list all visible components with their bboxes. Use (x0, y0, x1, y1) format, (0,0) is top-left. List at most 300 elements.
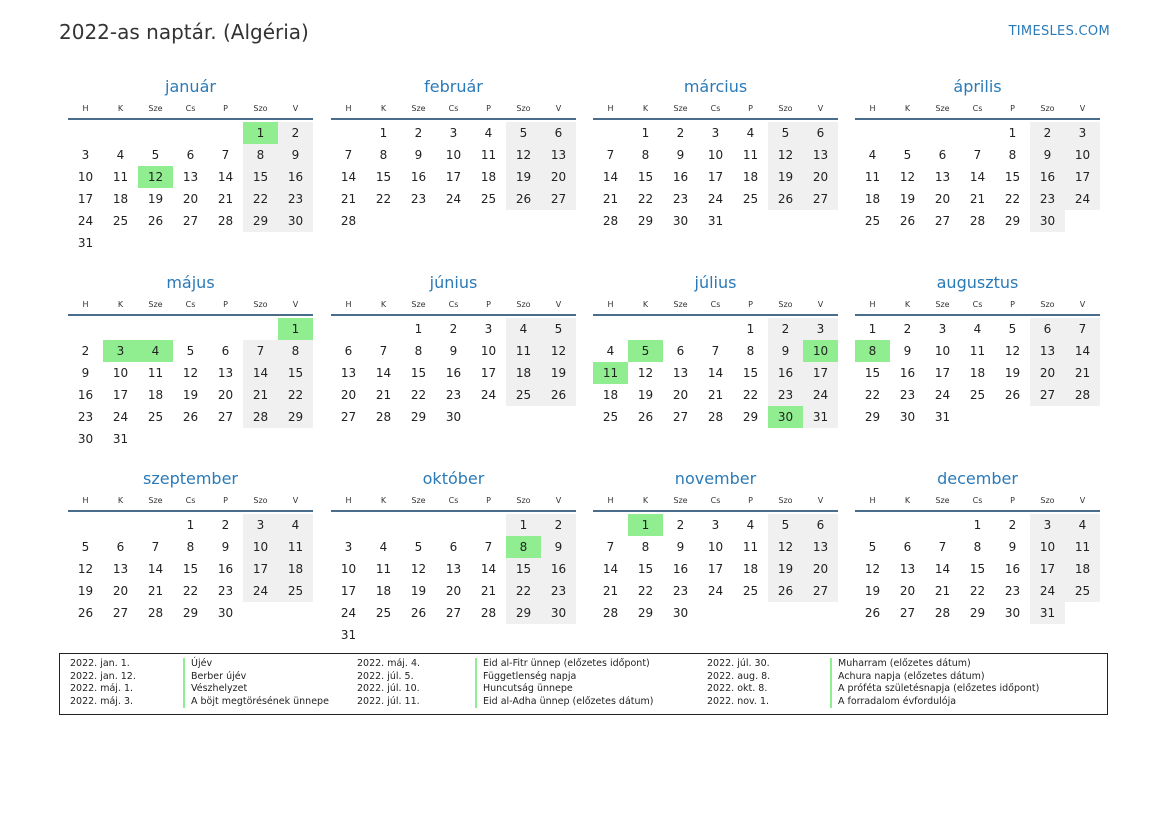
weekday-label: P (748, 103, 753, 113)
day-grid (855, 122, 1100, 232)
day-cell: 4 (116, 148, 125, 162)
day-cell: 24 (480, 388, 497, 402)
month-name: december (937, 469, 1018, 488)
empty-cell (890, 514, 925, 536)
day-cell: 7 (606, 540, 615, 554)
day-cell: 7 (606, 148, 615, 162)
day-cell: 11 (506, 340, 541, 362)
day-cell: 24 (934, 388, 951, 402)
weekday-label: P (486, 299, 491, 309)
legend-date: 2022. jan. 12. (70, 670, 136, 682)
day-cell: 27 (1030, 384, 1065, 406)
weekday-header (68, 98, 313, 120)
day-cell: 19 (637, 388, 654, 402)
day-cell: 28 (602, 214, 619, 228)
legend-date: 2022. júl. 5. (357, 670, 414, 682)
empty-cell (68, 514, 103, 536)
day-cell: 4 (746, 518, 755, 532)
day-cell: 28 (480, 606, 497, 620)
day-cell: 13 (112, 562, 129, 576)
legend-date: 2022. máj. 3. (70, 695, 134, 707)
day-grid (331, 514, 576, 646)
day-cell: 14 (243, 362, 278, 384)
weekday-label: Cs (185, 299, 196, 309)
empty-cell (103, 318, 138, 340)
day-grid (331, 318, 576, 428)
day-cell: 29 (742, 410, 759, 424)
empty-cell (890, 122, 925, 144)
weekday-header (68, 294, 313, 316)
day-cell: 5 (903, 148, 912, 162)
day-cell: 4 (606, 344, 615, 358)
day-cell: 5 (186, 344, 195, 358)
month-block (593, 74, 838, 232)
weekday-label: H (869, 495, 876, 505)
day-cell: 29 (637, 606, 654, 620)
day-cell: 23 (672, 192, 689, 206)
day-cell: 29 (969, 606, 986, 620)
day-cell: 10 (707, 148, 724, 162)
empty-cell (960, 122, 995, 144)
day-cell: 20 (672, 388, 689, 402)
day-cell: 16 (1004, 562, 1021, 576)
day-cell: 10 (445, 148, 462, 162)
day-cell: 1 (641, 126, 650, 140)
empty-cell (366, 318, 401, 340)
legend-date: 2022. máj. 4. (357, 658, 421, 669)
day-cell: 22 (375, 192, 392, 206)
day-cell: 1 (868, 322, 877, 336)
day-cell: 15 (410, 366, 427, 380)
day-cell: 24 (1065, 188, 1100, 210)
day-cell: 7 (484, 540, 493, 554)
day-cell: 14 (375, 366, 392, 380)
day-cell: 16 (410, 170, 427, 184)
day-cell: 6 (903, 540, 912, 554)
day-cell: 26 (1004, 388, 1021, 402)
day-cell: 15 (969, 562, 986, 576)
day-cell: 2 (1008, 518, 1017, 532)
weekday-label: K (642, 103, 649, 113)
day-cell: 17 (480, 366, 497, 380)
weekday-label: Sze (935, 495, 950, 505)
day-cell: 12 (768, 144, 803, 166)
weekday-header (593, 490, 838, 512)
day-cell: 11 (112, 170, 129, 184)
day-cell: 15 (637, 170, 654, 184)
weekday-label: V (817, 299, 824, 309)
weekday-label: P (486, 495, 491, 505)
day-cell: 9 (541, 536, 576, 558)
month-block (855, 270, 1100, 428)
weekday-label: Cs (972, 299, 983, 309)
day-cell: 20 (934, 192, 951, 206)
weekday-label: Szo (516, 103, 531, 113)
day-cell: 1 (379, 126, 388, 140)
weekday-header (331, 98, 576, 120)
weekday-label: V (292, 299, 299, 309)
day-cell: 11 (480, 148, 497, 162)
legend-holiday-name: Berber újév (183, 671, 246, 684)
day-cell: 28 (217, 214, 234, 228)
empty-cell (243, 318, 278, 340)
legend-holiday-name: A forradalom évfordulója (830, 696, 956, 709)
day-cell: 24 (445, 192, 462, 206)
weekday-label: K (117, 495, 124, 505)
day-cell: 8 (186, 540, 195, 554)
day-cell: 12 (506, 144, 541, 166)
day-cell: 26 (899, 214, 916, 228)
day-cell: 17 (707, 562, 724, 576)
day-cell: 19 (768, 166, 803, 188)
day-cell: 19 (899, 192, 916, 206)
day-cell: 20 (541, 166, 576, 188)
day-cell: 17 (340, 584, 357, 598)
day-cell: 30 (445, 410, 462, 424)
day-cell: 24 (803, 384, 838, 406)
month-block (593, 466, 838, 624)
day-cell: 11 (864, 170, 881, 184)
day-cell: 21 (602, 192, 619, 206)
day-cell: 29 (637, 214, 654, 228)
day-cell: 9 (81, 366, 90, 380)
day-cell: 12 (864, 562, 881, 576)
day-cell: 19 (1004, 366, 1021, 380)
day-cell: 9 (1030, 144, 1065, 166)
weekday-label: P (223, 103, 228, 113)
day-cell: 20 (803, 558, 838, 580)
weekday-label: Cs (185, 103, 196, 113)
day-cell: 23 (899, 388, 916, 402)
day-cell: 24 (243, 580, 278, 602)
day-cell: 15 (864, 366, 881, 380)
empty-cell (663, 318, 698, 340)
day-cell: 18 (742, 562, 759, 576)
day-cell: 14 (707, 366, 724, 380)
day-cell: 14 (969, 170, 986, 184)
empty-cell (173, 122, 208, 144)
empty-cell (855, 122, 890, 144)
day-cell: 27 (541, 188, 576, 210)
weekday-label: Sze (411, 299, 426, 309)
day-grid (68, 122, 313, 254)
day-cell: 21 (340, 192, 357, 206)
day-cell: 25 (506, 384, 541, 406)
weekday-label: Szo (1040, 495, 1055, 505)
day-cell: 13 (1030, 340, 1065, 362)
day-cell: 10 (1065, 144, 1100, 166)
day-cell: 17 (934, 366, 951, 380)
weekday-label: H (345, 299, 352, 309)
day-cell: 3 (449, 126, 458, 140)
day-cell: 17 (77, 192, 94, 206)
day-cell: 5 (1008, 322, 1017, 336)
day-cell: 19 (147, 192, 164, 206)
day-cell: 3 (1030, 514, 1065, 536)
weekday-label: P (223, 299, 228, 309)
day-cell: 7 (151, 540, 160, 554)
day-cell: 8 (746, 344, 755, 358)
day-cell: 1 (243, 122, 278, 144)
day-cell: 5 (768, 514, 803, 536)
weekday-label: Szo (253, 495, 268, 505)
day-cell: 22 (182, 584, 199, 598)
day-cell: 9 (278, 144, 313, 166)
day-cell: 11 (375, 562, 392, 576)
weekday-header (68, 490, 313, 512)
day-cell: 20 (217, 388, 234, 402)
day-cell: 2 (1030, 122, 1065, 144)
day-cell: 14 (602, 170, 619, 184)
weekday-label: H (345, 495, 352, 505)
day-cell: 6 (116, 540, 125, 554)
day-cell: 25 (864, 214, 881, 228)
day-cell: 19 (77, 584, 94, 598)
day-cell: 22 (410, 388, 427, 402)
day-cell: 30 (77, 432, 94, 446)
day-cell: 6 (803, 514, 838, 536)
weekday-label: K (904, 299, 911, 309)
day-cell: 26 (864, 606, 881, 620)
weekday-label: V (292, 495, 299, 505)
day-cell: 6 (803, 122, 838, 144)
legend-holiday-name: Huncutság ünnepe (475, 683, 573, 696)
month-name: október (422, 469, 485, 488)
day-cell: 18 (112, 192, 129, 206)
day-cell: 30 (217, 606, 234, 620)
month-block (331, 270, 576, 428)
day-cell: 11 (742, 540, 759, 554)
day-cell: 29 (182, 606, 199, 620)
day-cell: 17 (1065, 166, 1100, 188)
day-cell: 7 (711, 344, 720, 358)
day-cell: 4 (379, 540, 388, 554)
weekday-label: K (380, 495, 387, 505)
day-cell: 2 (449, 322, 458, 336)
weekday-label: Sze (673, 103, 688, 113)
day-cell: 23 (1004, 584, 1021, 598)
day-cell: 14 (147, 562, 164, 576)
weekday-label: P (748, 495, 753, 505)
weekday-label: Szo (1040, 299, 1055, 309)
empty-cell (855, 514, 890, 536)
day-cell: 5 (768, 122, 803, 144)
legend-holiday-name: Muharram (előzetes dátum) (830, 658, 971, 671)
day-cell: 15 (637, 562, 654, 576)
day-cell: 24 (707, 584, 724, 598)
day-cell: 3 (803, 318, 838, 340)
day-cell: 21 (602, 584, 619, 598)
weekday-label: Cs (185, 495, 196, 505)
empty-cell (138, 318, 173, 340)
day-cell: 13 (803, 144, 838, 166)
day-cell: 16 (1030, 166, 1065, 188)
day-cell: 13 (182, 170, 199, 184)
day-grid (593, 318, 838, 428)
day-cell: 24 (1030, 580, 1065, 602)
day-cell: 25 (742, 192, 759, 206)
empty-cell (925, 122, 960, 144)
weekday-label: K (117, 299, 124, 309)
day-cell: 1 (746, 322, 755, 336)
day-cell: 26 (768, 580, 803, 602)
month-name: augusztus (936, 273, 1019, 292)
weekday-label: P (1010, 103, 1015, 113)
month-name: július (694, 273, 737, 292)
day-cell: 18 (480, 170, 497, 184)
day-cell: 2 (278, 122, 313, 144)
day-cell: 1 (628, 514, 663, 536)
weekday-label: Szo (253, 103, 268, 113)
day-cell: 12 (182, 366, 199, 380)
day-cell: 23 (672, 584, 689, 598)
page-title: 2022-as naptár. (Algéria) (59, 20, 309, 44)
day-cell: 18 (147, 388, 164, 402)
day-cell: 20 (182, 192, 199, 206)
day-cell: 20 (1030, 362, 1065, 384)
day-cell: 2 (541, 514, 576, 536)
day-cell: 11 (147, 366, 164, 380)
day-cell: 10 (340, 562, 357, 576)
day-cell: 6 (221, 344, 230, 358)
day-cell: 9 (676, 148, 685, 162)
day-cell: 23 (541, 580, 576, 602)
day-cell: 27 (340, 410, 357, 424)
month-block (593, 270, 838, 428)
weekday-label: K (642, 495, 649, 505)
day-cell: 2 (676, 518, 685, 532)
weekday-label: Cs (448, 103, 459, 113)
day-grid (855, 514, 1100, 624)
legend-date: 2022. okt. 8. (707, 683, 768, 695)
empty-cell (436, 514, 471, 536)
day-cell: 22 (1004, 192, 1021, 206)
day-cell: 21 (969, 192, 986, 206)
day-cell: 31 (707, 214, 724, 228)
day-cell: 26 (541, 384, 576, 406)
day-cell: 18 (278, 558, 313, 580)
day-cell: 7 (938, 540, 947, 554)
day-cell: 13 (899, 562, 916, 576)
day-cell: 9 (1008, 540, 1017, 554)
day-cell: 29 (1004, 214, 1021, 228)
weekday-label: H (82, 495, 89, 505)
day-cell: 28 (1065, 384, 1100, 406)
day-cell: 18 (602, 388, 619, 402)
day-cell: 21 (1065, 362, 1100, 384)
empty-cell (68, 122, 103, 144)
brand-logo-text[interactable]: TIMESLES.COM (1008, 24, 1110, 39)
legend-holiday-name: Újév (183, 658, 212, 671)
day-cell: 21 (243, 384, 278, 406)
month-block (68, 74, 313, 254)
day-cell: 15 (182, 562, 199, 576)
day-cell: 11 (969, 344, 986, 358)
day-grid (593, 122, 838, 232)
day-cell: 19 (506, 166, 541, 188)
day-cell: 22 (637, 192, 654, 206)
day-cell: 10 (480, 344, 497, 358)
day-cell: 13 (934, 170, 951, 184)
weekday-label: Sze (673, 495, 688, 505)
weekday-label: Sze (935, 299, 950, 309)
weekday-header (593, 294, 838, 316)
weekday-label: H (607, 299, 614, 309)
day-cell: 28 (969, 214, 986, 228)
day-grid (855, 318, 1100, 428)
legend-date: 2022. nov. 1. (707, 695, 770, 707)
day-cell: 23 (77, 410, 94, 424)
legend-date: 2022. júl. 10. (357, 683, 420, 695)
weekday-label: Cs (448, 299, 459, 309)
day-cell: 18 (742, 170, 759, 184)
weekday-label: V (817, 495, 824, 505)
weekday-label: V (555, 299, 562, 309)
empty-cell (366, 514, 401, 536)
legend-holiday-name: Függetlenség napja (475, 671, 576, 684)
day-cell: 15 (1004, 170, 1021, 184)
day-cell: 20 (803, 166, 838, 188)
day-cell: 27 (182, 214, 199, 228)
day-cell: 26 (147, 214, 164, 228)
day-cell: 27 (934, 214, 951, 228)
day-cell: 14 (934, 562, 951, 576)
legend-date: 2022. jan. 1. (70, 658, 130, 669)
day-cell: 6 (938, 148, 947, 162)
day-cell: 22 (278, 384, 313, 406)
day-cell: 20 (112, 584, 129, 598)
day-cell: 2 (414, 126, 423, 140)
weekday-label: Szo (778, 495, 793, 505)
day-cell: 6 (541, 122, 576, 144)
weekday-header (855, 294, 1100, 316)
empty-cell (593, 514, 628, 536)
month-block (855, 466, 1100, 624)
day-cell: 22 (637, 584, 654, 598)
day-cell: 28 (707, 410, 724, 424)
empty-cell (628, 318, 663, 340)
month-name: január (165, 77, 216, 96)
weekday-label: Szo (778, 103, 793, 113)
day-cell: 25 (278, 580, 313, 602)
day-cell: 21 (375, 388, 392, 402)
day-cell: 31 (77, 236, 94, 250)
day-cell: 27 (672, 410, 689, 424)
empty-cell (208, 122, 243, 144)
day-cell: 31 (112, 432, 129, 446)
day-cell: 24 (112, 410, 129, 424)
day-cell: 26 (768, 188, 803, 210)
day-cell: 11 (742, 148, 759, 162)
day-cell: 8 (506, 536, 541, 558)
weekday-label: P (1010, 495, 1015, 505)
legend-holiday-name: Eid al-Fitr ünnep (előzetes időpont) (475, 658, 650, 671)
weekday-label: Cs (710, 299, 721, 309)
day-cell: 31 (1030, 602, 1065, 624)
day-cell: 3 (344, 540, 353, 554)
day-cell: 6 (186, 148, 195, 162)
day-cell: 1 (278, 318, 313, 340)
day-cell: 26 (637, 410, 654, 424)
day-cell: 20 (899, 584, 916, 598)
weekday-label: Cs (972, 103, 983, 113)
weekday-label: Sze (673, 299, 688, 309)
month-name: március (683, 77, 748, 96)
empty-cell (331, 122, 366, 144)
day-cell: 7 (379, 344, 388, 358)
day-cell: 15 (742, 366, 759, 380)
weekday-label: P (1010, 299, 1015, 309)
